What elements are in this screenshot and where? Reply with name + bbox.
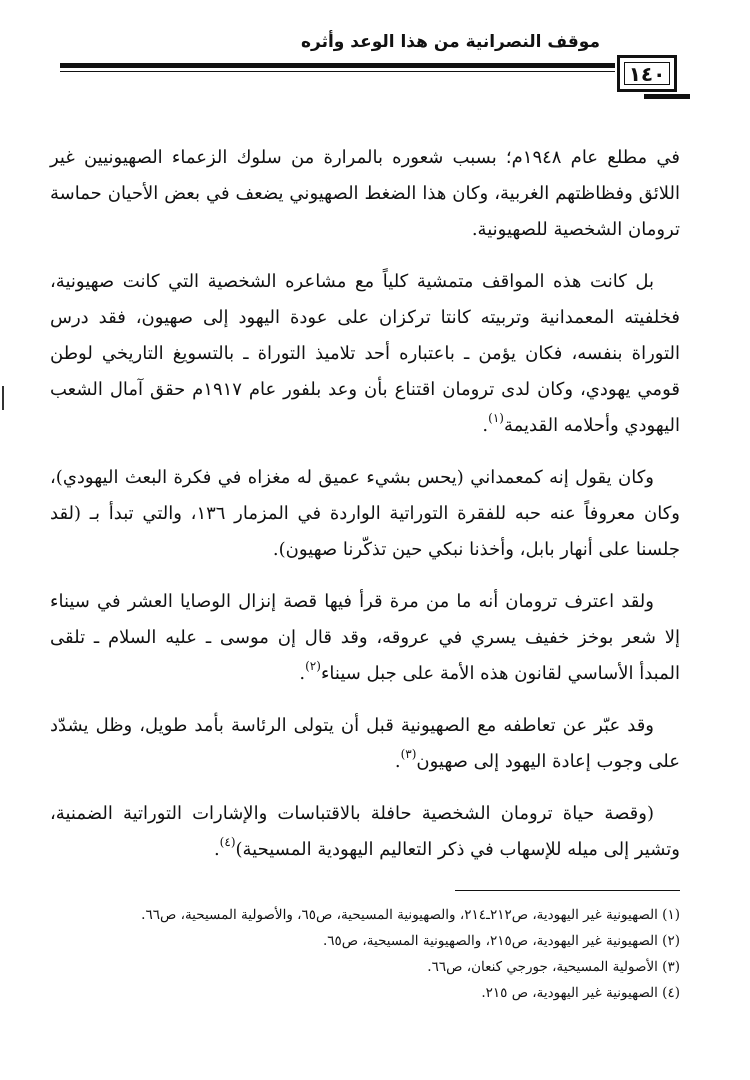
footnote-separator [455, 890, 680, 891]
paragraph-text: في مطلع عام ١٩٤٨م؛ بسبب شعوره بالمرارة من سلوك الزعماء الصهيونيين غير اللائق وفظاظتهم الغربية، وكان هذا الضغط الصهيوني يضعف في بعض الأحيان حماسة ترومان الشخصية للصهيونية. [50, 147, 680, 240]
footnote-ref[interactable]: (٣) [400, 747, 417, 761]
header-rule-thick [60, 63, 615, 68]
paragraph-text: وقد عبّر عن تعاطفه مع الصهيونية قبل أن يتولى الرئاسة بأمد طويل، وظل يشدّد على وجوب إعادة اليهود إلى صهيون [50, 715, 680, 772]
paragraph-text: ولقد اعترف ترومان أنه ما من مرة قرأ فيها قصة إنزال الوصايا العشر في سيناء إلا شعر بوخز خفيف يسري في عروقه، وقد قال إن موسى ـ عليه السلام ـ تلقى المبدأ الأساسي لقانون هذه الأمة على جبل سيناء [50, 591, 680, 684]
footnote-2: (٢) الصهيونية غير اليهودية، ص٢١٥، والصهيونية المسيحية، ص٦٥. [322, 933, 680, 949]
page-number: ١٤٠ [624, 62, 670, 85]
paragraph-1 [50, 140, 680, 248]
footnote-ref[interactable]: (٢) [305, 659, 321, 673]
paragraph-text: وكان يقول إنه كمعمداني (يحس بشيء عميق له مغزاه في فكرة البعث اليهودي)، وكان معروفاً عنه حبه للفقرة التوراتية الواردة في المزمار ١٣٦، والتي تبدأ بـ (لقد جلسنا على أنهار بابل، وأخذنا نبكي حين تذكّرنا صهيون). [50, 467, 680, 560]
paragraph-end: . [299, 663, 306, 684]
footnote-ref[interactable]: (١) [488, 411, 504, 425]
body-text [50, 140, 680, 884]
footnote-3: (٣) الأصولية المسيحية، جورجي كنعان، ص٦٦. [427, 959, 680, 975]
footnote-ref[interactable]: (٤) [219, 835, 236, 849]
paragraph-text: (وقصة حياة ترومان الشخصية حافلة بالاقتباسات والإشارات التوراتية الضمنية، وتشير إلى ميله للإسهاب في ذكر التعاليم اليهودية المسيحية) [50, 803, 680, 860]
paragraph-5 [50, 708, 680, 780]
footnote-1: (١) الصهيونية غير اليهودية، ص٢١٢ـ٢١٤، والصهيونية المسيحية، ص٦٥، والأصولية المسيحية، ص٦٦. [141, 907, 680, 923]
paragraph-end: . [482, 415, 489, 436]
paragraph-text: بل كانت هذه المواقف متمشية كلياً مع مشاعره الشخصية التي كانت صهيونية، فخلفيته المعمدانية وتربيته كانتا تركزان على عودة اليهود إلى صهيون، فقد درس التوراة بنفسه، فكان يؤمن ـ باعتباره أحد تلاميذ التوراة ـ بالتسويغ التاريخي لوطن قومي يهودي، وكان لدى ترومان اقتناع بأن وعد بلفور عام ١٩١٧م حقق آمال الشعب اليهودي وأحلامه القديمة [50, 271, 680, 436]
paragraph-4 [50, 584, 680, 692]
paragraph-3 [50, 460, 680, 568]
scan-edge-mark [2, 386, 4, 410]
footnote-4: (٤) الصهيونية غير اليهودية، ص ٢١٥. [481, 985, 680, 1001]
page-number-box [617, 55, 677, 92]
footnotes [60, 902, 680, 1006]
paragraph-2 [50, 264, 680, 444]
paragraph-end: . [213, 839, 220, 860]
paragraph-6 [50, 796, 680, 868]
header-rule-thin [60, 71, 615, 72]
paragraph-end: . [394, 751, 401, 772]
running-title: موقف النصرانية من هذا الوعد وأثره [300, 32, 600, 52]
